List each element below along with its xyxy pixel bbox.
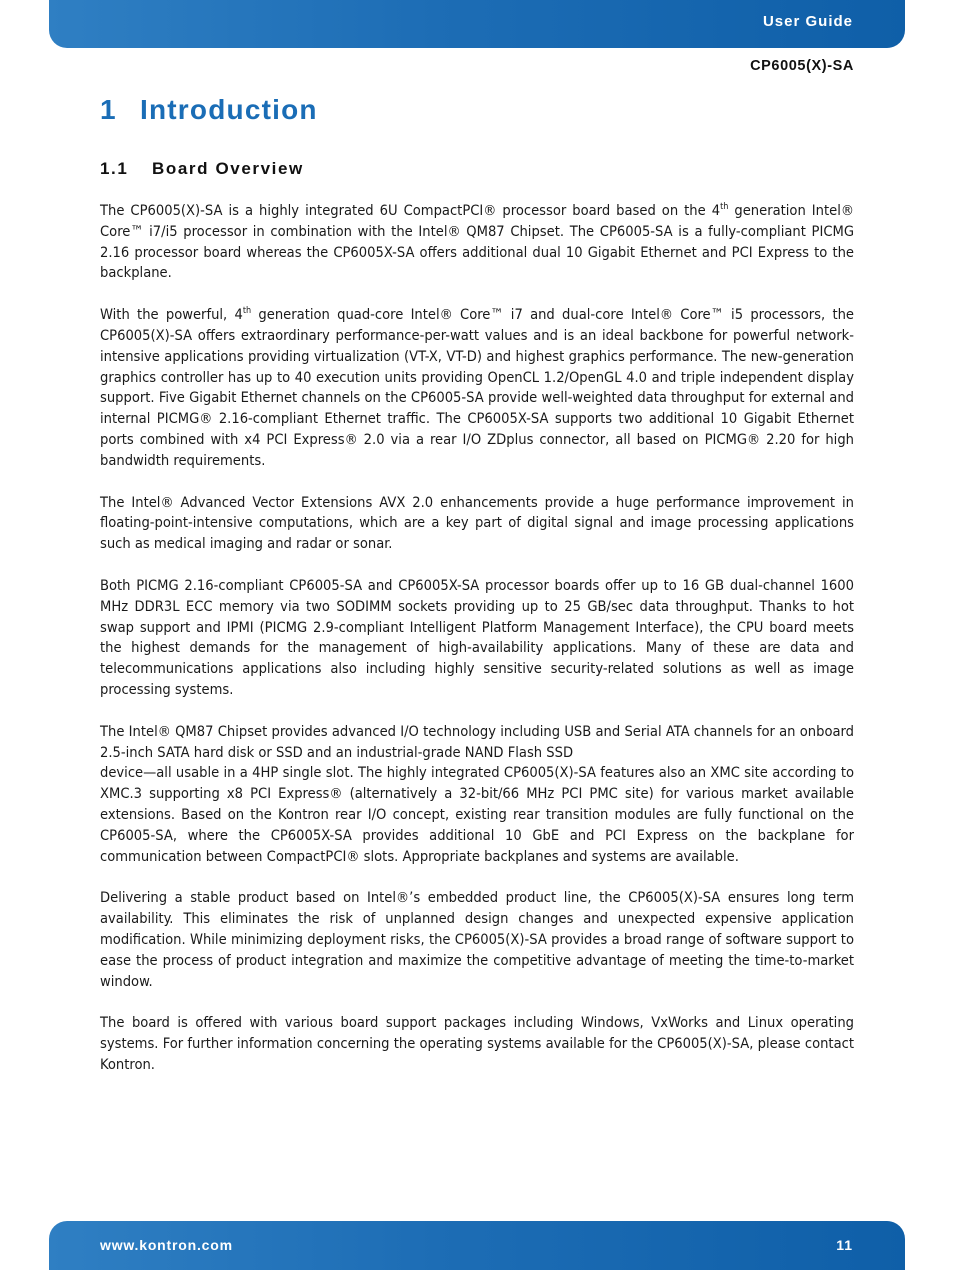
superscript-th: th [720, 202, 729, 212]
paragraph-5 [100, 722, 854, 868]
superscript-th: th [242, 306, 252, 317]
paragraph-1 [100, 201, 854, 284]
body-text [100, 201, 854, 1097]
chapter-heading [100, 94, 318, 126]
paragraph-2-text-a: With the powerful, 4 [100, 306, 243, 324]
header-bar [49, 0, 905, 48]
paragraph-6: Delivering a stable product based on Intel®’s embedded product line, the CP6005(X)-SA ensures long term availability. This eliminates the risk of unplanned design changes and unexpected expensive application modification. While minimizing deployment risks, the CP6005(X)-SA provides a broad range of software support to ease the process of product integration and maximize the competitive advantage of meeting the time-to-market window. [100, 889, 854, 990]
section-number: 1.1 [100, 159, 129, 178]
product-name: CP6005(X)-SA [750, 58, 854, 74]
chapter-title: Introduction [140, 94, 318, 125]
section-heading [100, 159, 304, 179]
footer-url: www.kontron.com [100, 1237, 233, 1253]
user-guide-label: User Guide [762, 13, 853, 30]
chapter-number: 1 [100, 94, 117, 125]
footer-bar [49, 1221, 905, 1270]
paragraph-1-text-a: The CP6005(X)-SA is a highly integrated 6U CompactPCI® processor board based on the 4 [100, 202, 721, 219]
page-number: 11 [836, 1237, 853, 1253]
paragraph-4: Both PICMG 2.16-compliant CP6005-SA and CP6005X-SA processor boards offer up to 16 GB dual-channel 1600 MHz DDR3L ECC memory via two SODIMM sockets providing up to 25 GB/sec data throughput. Thanks to hot swap support and IPMI (PICMG 2.9-compliant Intelligent Platform Management Interface), the CPU board meets the highest demands for the management of high-availability applications. Many of these are data and telecommunications applications also including highly sensitive security-related solutions as well as image processing systems. [100, 576, 854, 698]
paragraph-2-text-b: generation quad-core Intel® Core™ i7 and dual-core Intel® Core™ i5 processors, the CP6005(X)-SA offers extraordinary performance-per-watt values and is an ideal backbone for powerful network-intensive applications providing virtualization (VT-X, VT-D) and highest graphics performance. The new-generation graphics controller has up to 40 execution units providing OpenCL 1.2/OpenGL 4.0 and triple independent display support. Five Gigabit Ethernet channels on the CP6005-SA provide well-weighted data throughput for external and internal PICMG® 2.16-compliant Ethernet traffic. The CP6005X-SA supports two additional 10 Gigabit Ethernet ports combined with x4 PCI Express® 2.0 via a rear I/O ZDplus connector, all based on PICMG® 2.20 for high bandwidth requirements. [100, 306, 854, 469]
paragraph-2 [100, 305, 854, 471]
paragraph-7: The board is offered with various board support packages including Windows, VxWorks and Linux operating systems. For further information concerning the operating systems available for the CP6005(X)-SA, please contact Kontron. [100, 1014, 854, 1073]
paragraph-5-text-a: The Intel® QM87 Chipset provides advanced I/O technology including USB and Serial ATA channels for an onboard 2.5-inch SATA hard disk or SSD and an industrial-grade NAND Flash SSD [100, 722, 854, 761]
paragraph-3: The Intel® Advanced Vector Extensions AVX 2.0 enhancements provide a huge performance improvement in floating-point-intensive computations, which are a key part of digital signal and image processing applications such as medical imaging and radar or sonar. [100, 493, 854, 553]
paragraph-5-text-b: device—all usable in a 4HP single slot. The highly integrated CP6005(X)-SA features also an XMC site according to XMC.3 supporting x8 PCI Express® (alternatively a 32-bit/66 MHz PCI PMC site) for various market available extensions. Based on the Kontron rear I/O concept, existing rear transition modules are fully functional on the CP6005-SA, where the CP6005X-SA provides additional 10 GbE and PCI Express on the backplane for communication between CompactPCI® slots. Appropriate backplanes and systems are available. [100, 764, 854, 865]
paragraph-1-text-b: generation Intel® Core™ i7/i5 processor in combination with the Intel® QM87 Chipset. The CP6005-SA is a fully-compliant PICMG 2.16 processor board whereas the CP6005X-SA offers additional dual 10 Gigabit Ethernet and PCI Express to the backplane. [100, 202, 854, 282]
section-title: Board Overview [152, 159, 304, 178]
